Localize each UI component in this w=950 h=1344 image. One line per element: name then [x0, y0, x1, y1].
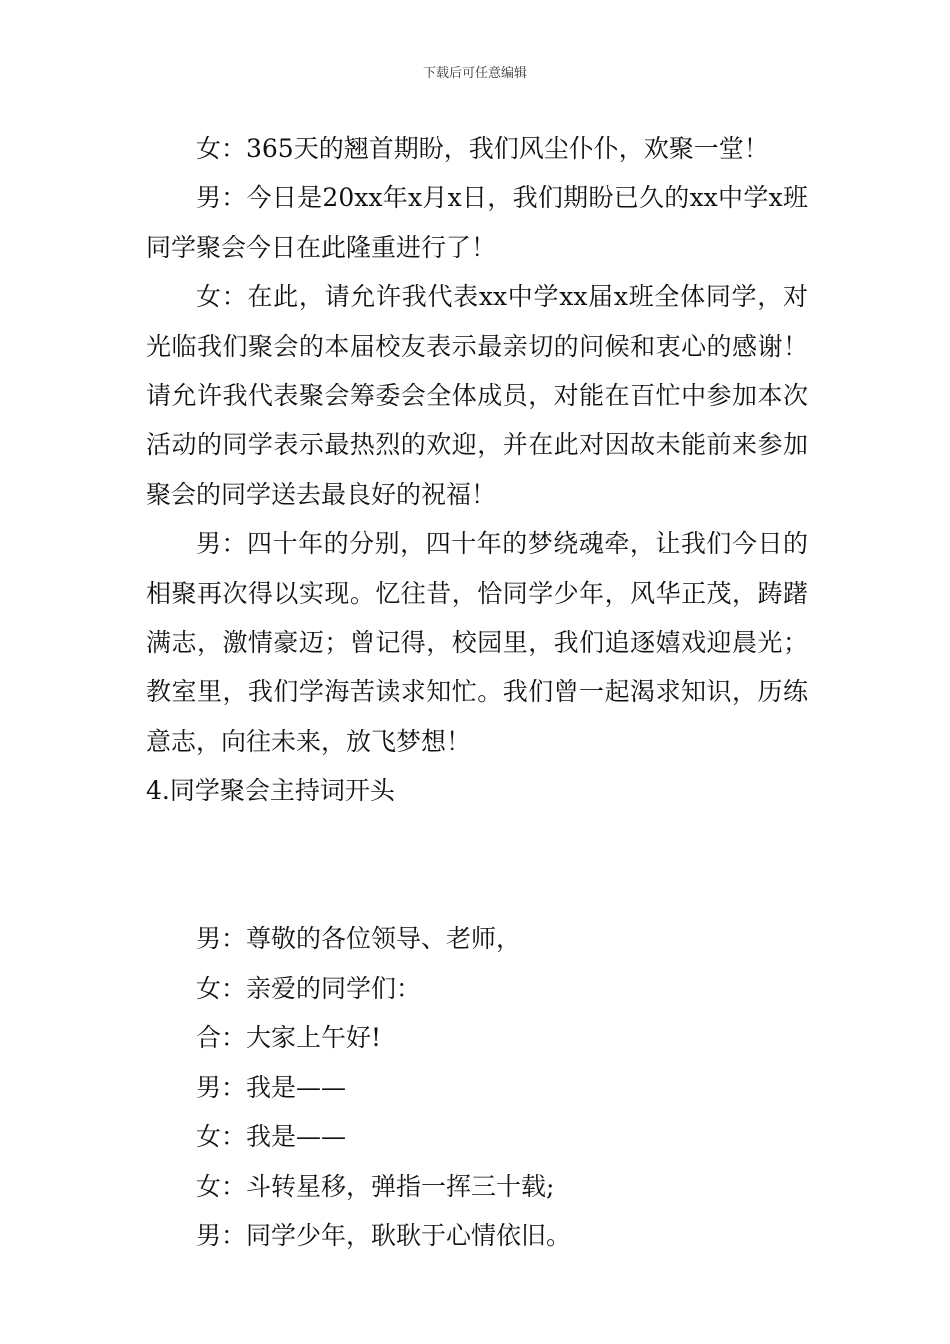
document-body — [146, 124, 808, 1260]
paragraph-female-opening: 女：365天的翘首期盼，我们风尘仆仆，欢聚一堂！ — [196, 134, 769, 163]
page-header: 下载后可任意编辑 — [422, 66, 527, 81]
section-heading: 4.同学聚会主持词开头 — [146, 776, 395, 806]
blank-gap — [146, 816, 808, 915]
paragraph-male-memories: 男：四十年的分别，四十年的梦绕魂牵，让我们今日的相聚再次得以实现。忆往昔，恰同学少年，风华正茂，踌躇满志，激情豪迈；曾记得，校园里，我们追逐嬉戏迎晨光；教室里，我们学海苦读求知忙。我们曾一起渴求知识，历练意志，向往未来，放飞梦想！ — [146, 529, 808, 756]
paragraph-male-date: 男：今日是20xx年x月x日，我们期盼已久的xx中学x班同学聚会今日在此隆重进行了！ — [146, 183, 808, 262]
line-together-greeting: 合：大家上午好! — [196, 1023, 382, 1053]
line-female-greeting: 女：亲爱的同学们： — [196, 973, 422, 1003]
line-female-intro: 女：我是—— — [196, 1122, 347, 1152]
line-male-intro: 男：我是—— — [196, 1072, 347, 1102]
line-female-time: 女：斗转星移，弹指一挥三十载; — [196, 1171, 555, 1201]
paragraph-female-welcome: 女：在此，请允许我代表xx中学xx届x班全体同学，对光临我们聚会的本届校友表示最亲切的问候和衷心的感谢！请允许我代表聚会筹委会全体成员，对能在百忙中参加本次活动的同学表示最热烈的欢迎，并在此对因故未能前来参加聚会的同学送去最良好的祝福！ — [146, 282, 808, 509]
line-male-youth: 男：同学少年，耿耿于心情依旧。 — [196, 1220, 572, 1250]
line-male-greeting: 男：尊敬的各位领导、老师， — [196, 924, 522, 954]
